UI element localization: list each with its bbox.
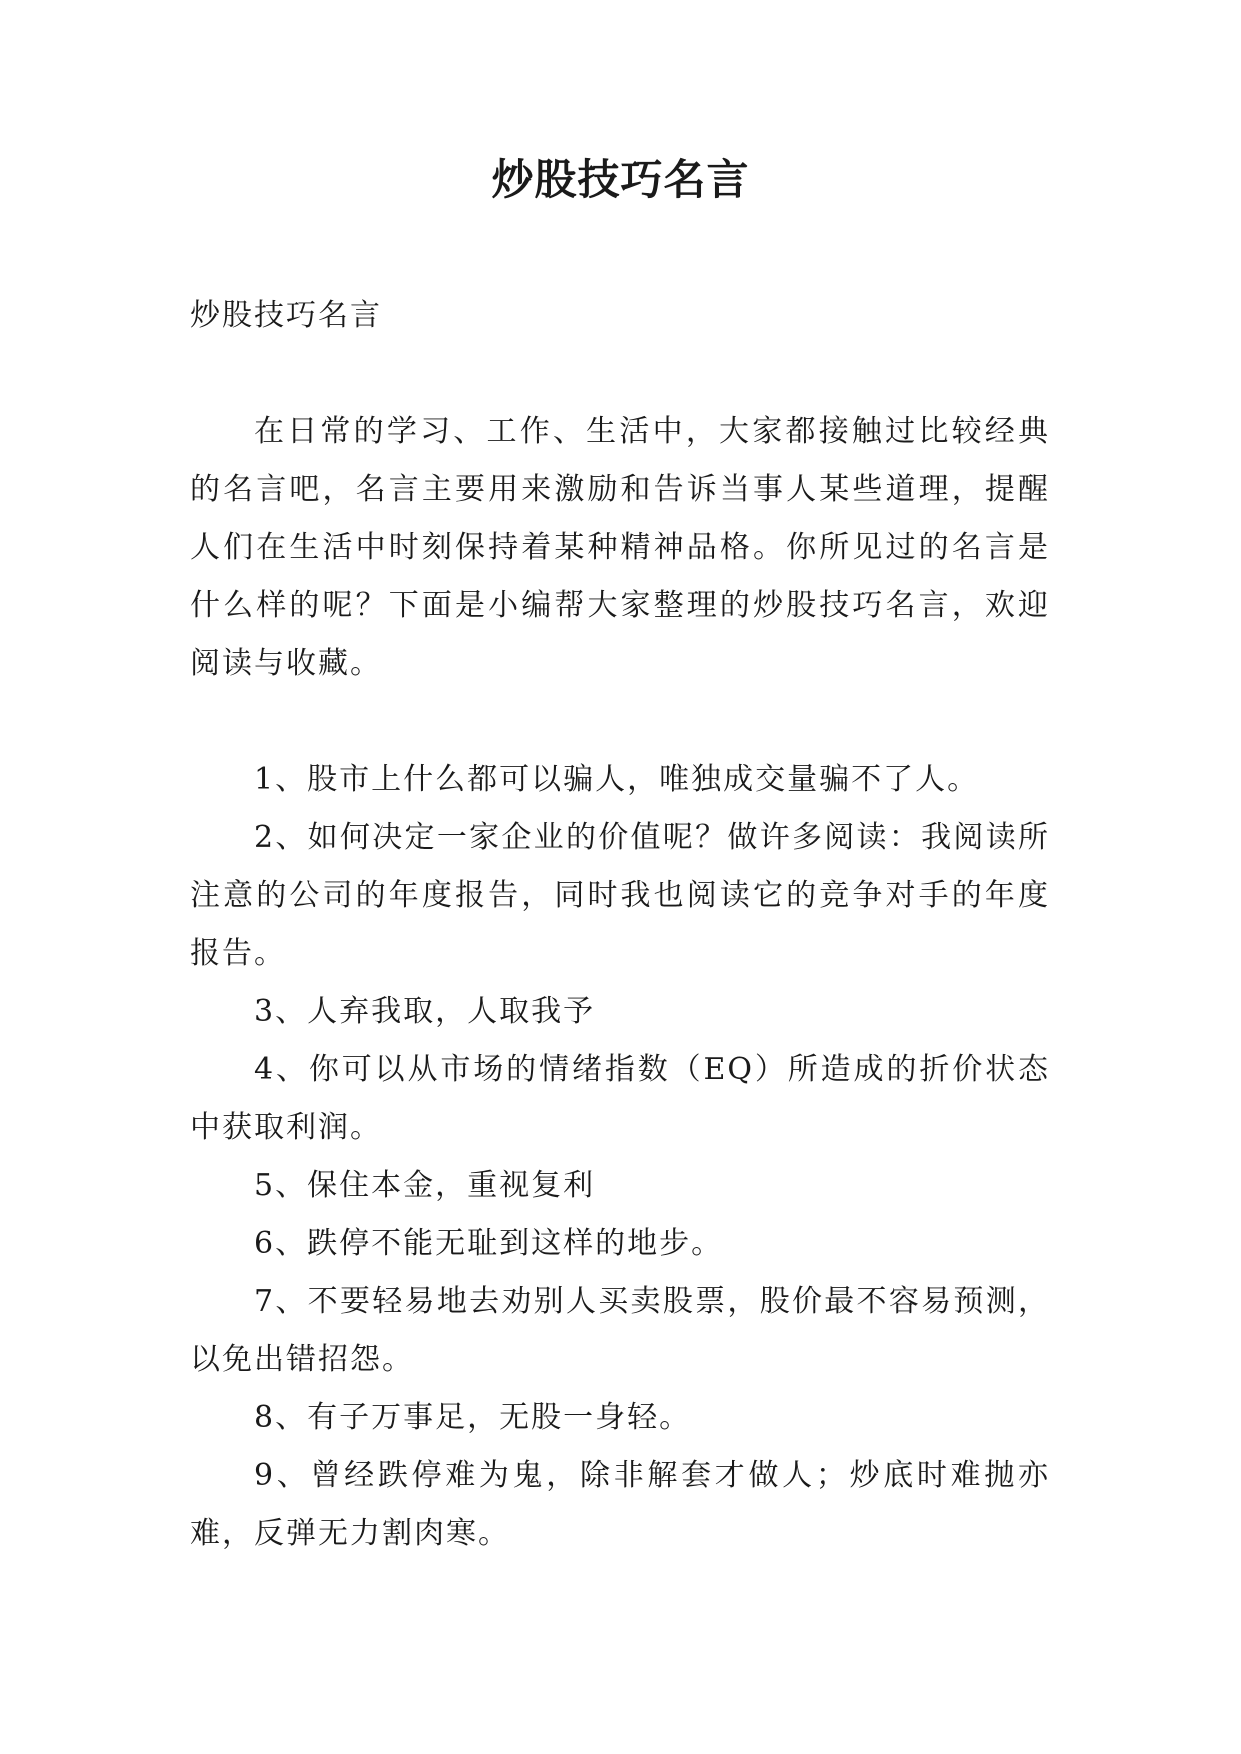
quote-item: 7、不要轻易地去劝别人买卖股票，股价最不容易预测，以免出错招怨。 — [190, 1284, 1050, 1377]
quote-item: 6、跌停不能无耻到这样的地步。 — [254, 1226, 724, 1261]
quote-item: 2、如何决定一家企业的价值呢？做许多阅读：我阅读所注意的公司的年度报告，同时我也阅读它的竞争对手的年度报告。 — [190, 820, 1050, 971]
quote-item: 3、人弃我取，人取我予 — [254, 994, 596, 1029]
quote-item: 5、保住本金，重视复利 — [254, 1168, 596, 1203]
quote-item: 8、有子万事足，无股一身轻。 — [254, 1400, 692, 1435]
quote-list — [190, 751, 1050, 1563]
quote-item: 1、股市上什么都可以骗人，唯独成交量骗不了人。 — [254, 762, 980, 797]
document-subtitle: 炒股技巧名言 — [190, 298, 382, 333]
page-title: 炒股技巧名言 — [491, 155, 750, 204]
quote-item: 9、曾经跌停难为鬼，除非解套才做人；炒底时难抛亦难，反弹无力割肉寒。 — [190, 1458, 1050, 1551]
intro-paragraph: 在日常的学习、工作、生活中，大家都接触过比较经典的名言吧，名言主要用来激励和告诉当事人某些道理，提醒人们在生活中时刻保持着某种精神品格。你所见过的名言是什么样的呢？下面是小编帮大家整理的炒股技巧名言，欢迎阅读与收藏。 — [190, 414, 1050, 681]
quote-item: 4、你可以从市场的情绪指数（EQ）所造成的折价状态中获取利润。 — [190, 1052, 1050, 1145]
